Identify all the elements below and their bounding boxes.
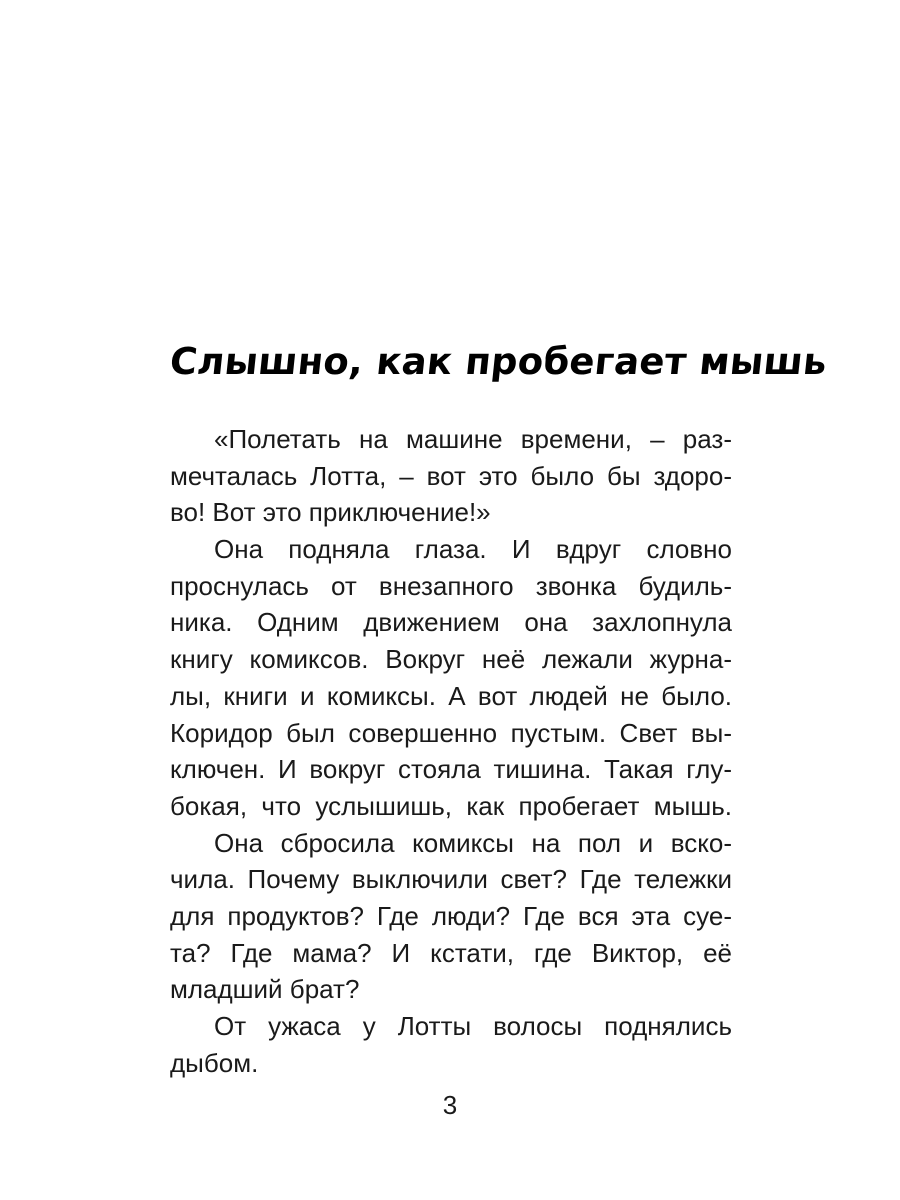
text-line: мечталась Лотта, – вот это было бы здоро- bbox=[170, 460, 732, 491]
chapter-title: Слышно, как пробегает мышь bbox=[167, 340, 830, 383]
text-line: проснулась от внезапного звонка будиль- bbox=[170, 570, 732, 601]
page-number: 3 bbox=[442, 1090, 458, 1120]
text-line: Она сбросила комиксы на пол и вско- bbox=[214, 827, 732, 858]
text-line: книгу комиксов. Вокруг неё лежали журна- bbox=[170, 644, 732, 675]
text-line: чила. Почему выключили свет? Где тележки bbox=[170, 864, 732, 895]
text-line: для продуктов? Где люди? Где вся эта суе- bbox=[170, 900, 732, 931]
text-line: во! Вот это приключение!» bbox=[170, 497, 491, 528]
text-line: бокая, что услышишь, как пробегает мышь. bbox=[170, 790, 732, 821]
text-line: ключен. И вокруг стояла тишина. Такая глу- bbox=[170, 754, 732, 785]
text-line: та? Где мама? И кстати, где Виктор, её bbox=[170, 937, 732, 968]
text-line: Она подняла глаза. И вдруг словно bbox=[214, 534, 732, 565]
chapter-body bbox=[170, 421, 732, 1081]
paragraph-1 bbox=[170, 421, 732, 531]
text-line: От ужаса у Лотты волосы поднялись bbox=[214, 1011, 732, 1041]
text-line: ника. Одним движением она захлопнула bbox=[170, 607, 732, 638]
paragraph-3 bbox=[170, 825, 732, 1008]
text-line: дыбом. bbox=[170, 1047, 259, 1078]
text-line: младший брат? bbox=[170, 974, 360, 1005]
text-line: Коридор был совершенно пустым. Свет вы- bbox=[170, 717, 732, 748]
paragraph-4 bbox=[170, 1008, 732, 1081]
text-line: лы, книги и комиксы. А вот людей не было. bbox=[170, 680, 732, 711]
text-line: «Полетать на машине времени, – раз- bbox=[214, 424, 732, 454]
paragraph-2 bbox=[170, 531, 732, 825]
